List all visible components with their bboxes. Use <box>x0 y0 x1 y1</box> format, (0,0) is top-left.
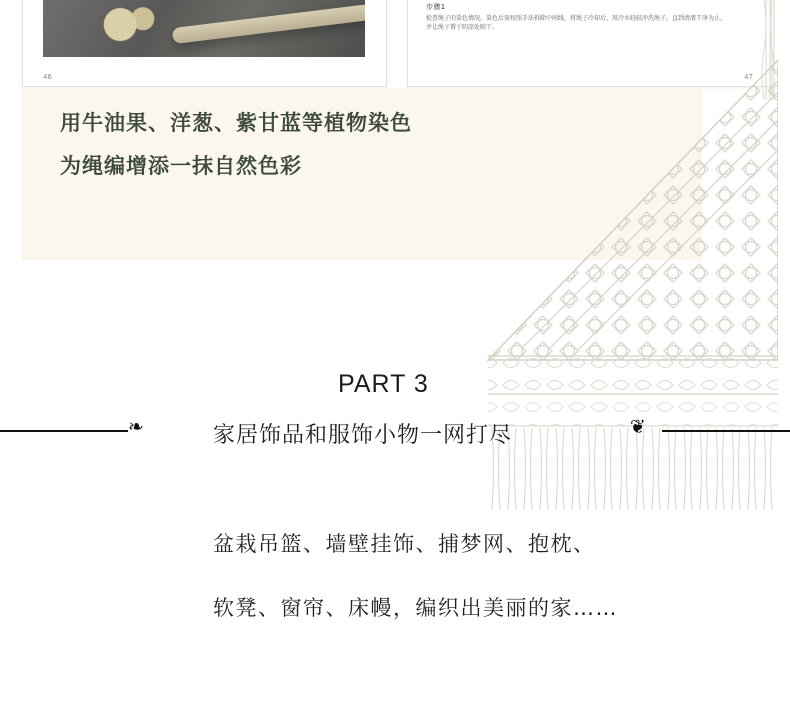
part-label: PART 3 <box>338 370 429 398</box>
step-body: 检查绳子的染色情况，染色后需按照手法拆除中间线，将绳子冷却后，用冷水轻轻冲洗绳子，直到清液干净为止。并让绳子置于阴凉处晾干。 <box>426 15 727 31</box>
description-line-1: 盆栽吊篮、墙壁挂饰、捕梦网、抱枕、 <box>213 532 596 556</box>
page-number-left: 46 <box>43 73 52 81</box>
book-page-left <box>22 0 387 87</box>
divider-left <box>0 430 128 432</box>
page-number-right: 47 <box>744 73 753 81</box>
step-title: 步骤1 <box>426 3 446 11</box>
macrame-wall-hanging-illustration <box>478 0 778 540</box>
flourish-left-icon: ❧ <box>128 416 144 438</box>
description-line-2: 软凳、窗帘、床幔，编织出美丽的家…… <box>213 596 618 620</box>
rope-photo <box>43 0 365 57</box>
divider-right <box>662 430 790 432</box>
flourish-right-icon: ❦ <box>630 416 646 438</box>
headline-line-2: 为绳编增添一抹自然色彩 <box>60 154 302 178</box>
part-subtitle: 家居饰品和服饰小物一网打尽 <box>213 423 513 448</box>
headline-line-1: 用牛油果、洋葱、紫甘蓝等植物染色 <box>60 111 412 135</box>
